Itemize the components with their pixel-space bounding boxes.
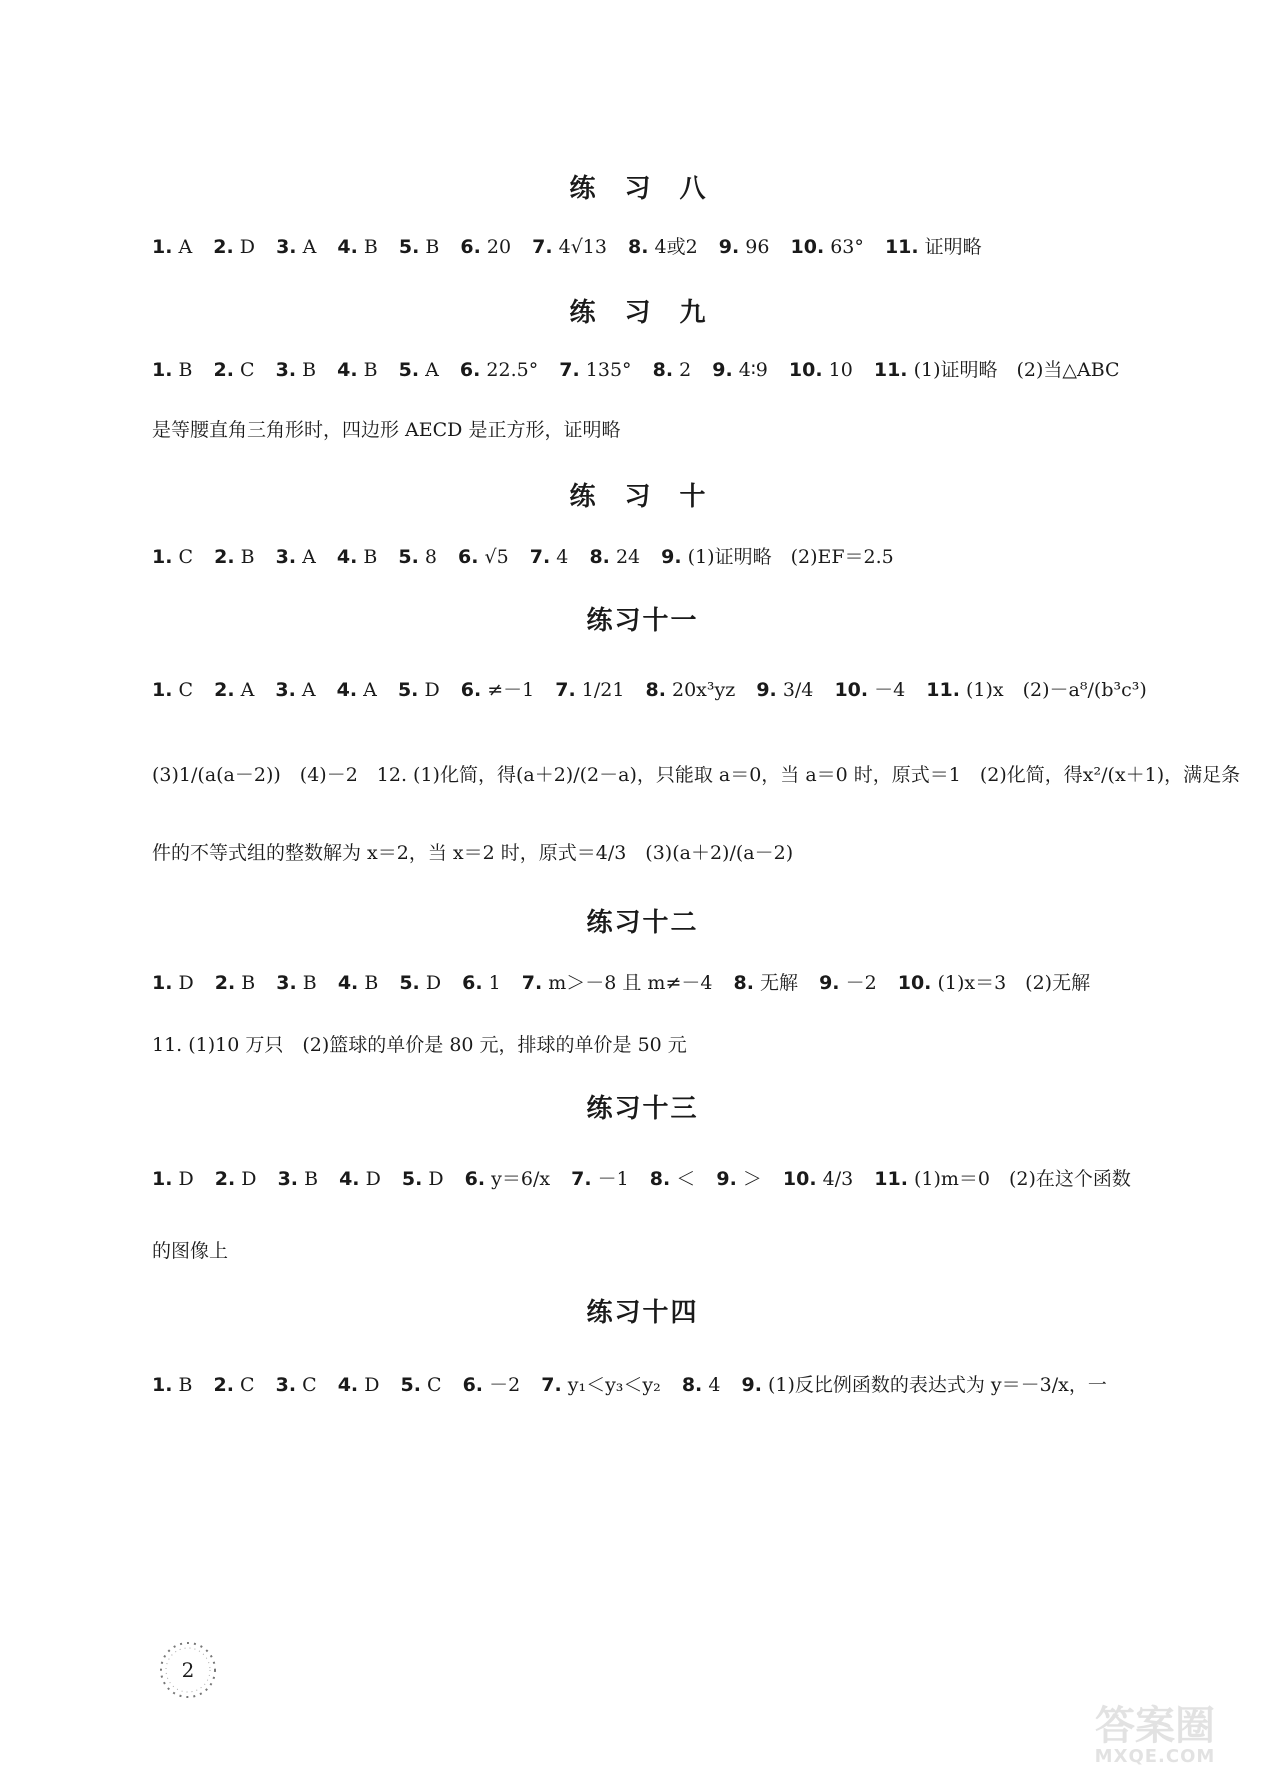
answer-line-continued: 11. (1)10 万只 (2)篮球的单价是 80 元，排球的单价是 50 元 xyxy=(152,1034,687,1056)
section-title-13: 练习十三 xyxy=(586,1094,699,1124)
answer-line: 1. A 2. D 3. A 4. B 5. B 6. 20 7. 4√13 8. 4或2 9. 96 10. 63° 11. 证明略 xyxy=(152,236,982,258)
answer-line: 1. C 2. A 3. A 4. A 5. D 6. ≠－1 7. 1/21 8. 20x³yz 9. 3/4 10. －4 11. (1)x (2)－a⁸/(b³c³) xyxy=(152,679,1147,701)
answer-line-continued: 的图像上 xyxy=(152,1240,229,1262)
section-title-10: 练 习 十 xyxy=(569,482,716,512)
answer-line-continued: (3)1/(a(a－2)) (4)－2 12. (1)化简，得(a＋2)/(2－a)，只能取 a＝0，当 a＝0 时，原式＝1 (2)化简，得x²/(x＋1)，满足条 xyxy=(152,764,1241,786)
section-title-8: 练 习 八 xyxy=(569,174,716,204)
watermark-url: MXQE.COM xyxy=(1094,1746,1216,1767)
answer-line-continued: 是等腰直角三角形时，四边形 AECD 是正方形，证明略 xyxy=(152,419,621,441)
watermark-logo xyxy=(1065,1694,1245,1772)
answer-line: 1. B 2. C 3. B 4. B 5. A 6. 22.5° 7. 135° 8. 2 9. 4∶9 10. 10 11. (1)证明略 (2)当△ABC xyxy=(152,359,1120,381)
section-title-12: 练习十二 xyxy=(586,908,699,938)
page-number-badge xyxy=(152,1634,224,1706)
answer-line: 1. B 2. C 3. C 4. D 5. C 6. －2 7. y₁＜y₃＜y₂ 8. 4 9. (1)反比例函数的表达式为 y＝－3/x，一 xyxy=(152,1374,1107,1396)
answer-line: 1. D 2. B 3. B 4. B 5. D 6. 1 7. m＞－8 且 m≠－4 8. 无解 9. －2 10. (1)x＝3 (2)无解 xyxy=(152,972,1091,994)
section-title-9: 练 习 九 xyxy=(569,298,716,328)
watermark-title: 答案圈 xyxy=(1095,1703,1215,1749)
section-title-14: 练习十四 xyxy=(586,1298,699,1328)
answer-line: 1. C 2. B 3. A 4. B 5. 8 6. √5 7. 4 8. 24 9. (1)证明略 (2)EF＝2.5 xyxy=(152,546,894,568)
answer-line-continued: 件的不等式组的整数解为 x＝2，当 x＝2 时，原式＝4/3 (3)(a＋2)/(a－2) xyxy=(152,842,794,864)
section-title-11: 练习十一 xyxy=(586,606,699,636)
answer-line: 1. D 2. D 3. B 4. D 5. D 6. y＝6/x 7. －1 8. ＜ 9. ＞ 10. 4/3 11. (1)m＝0 (2)在这个函数 xyxy=(152,1168,1131,1190)
page-number: 2 xyxy=(181,1658,195,1682)
